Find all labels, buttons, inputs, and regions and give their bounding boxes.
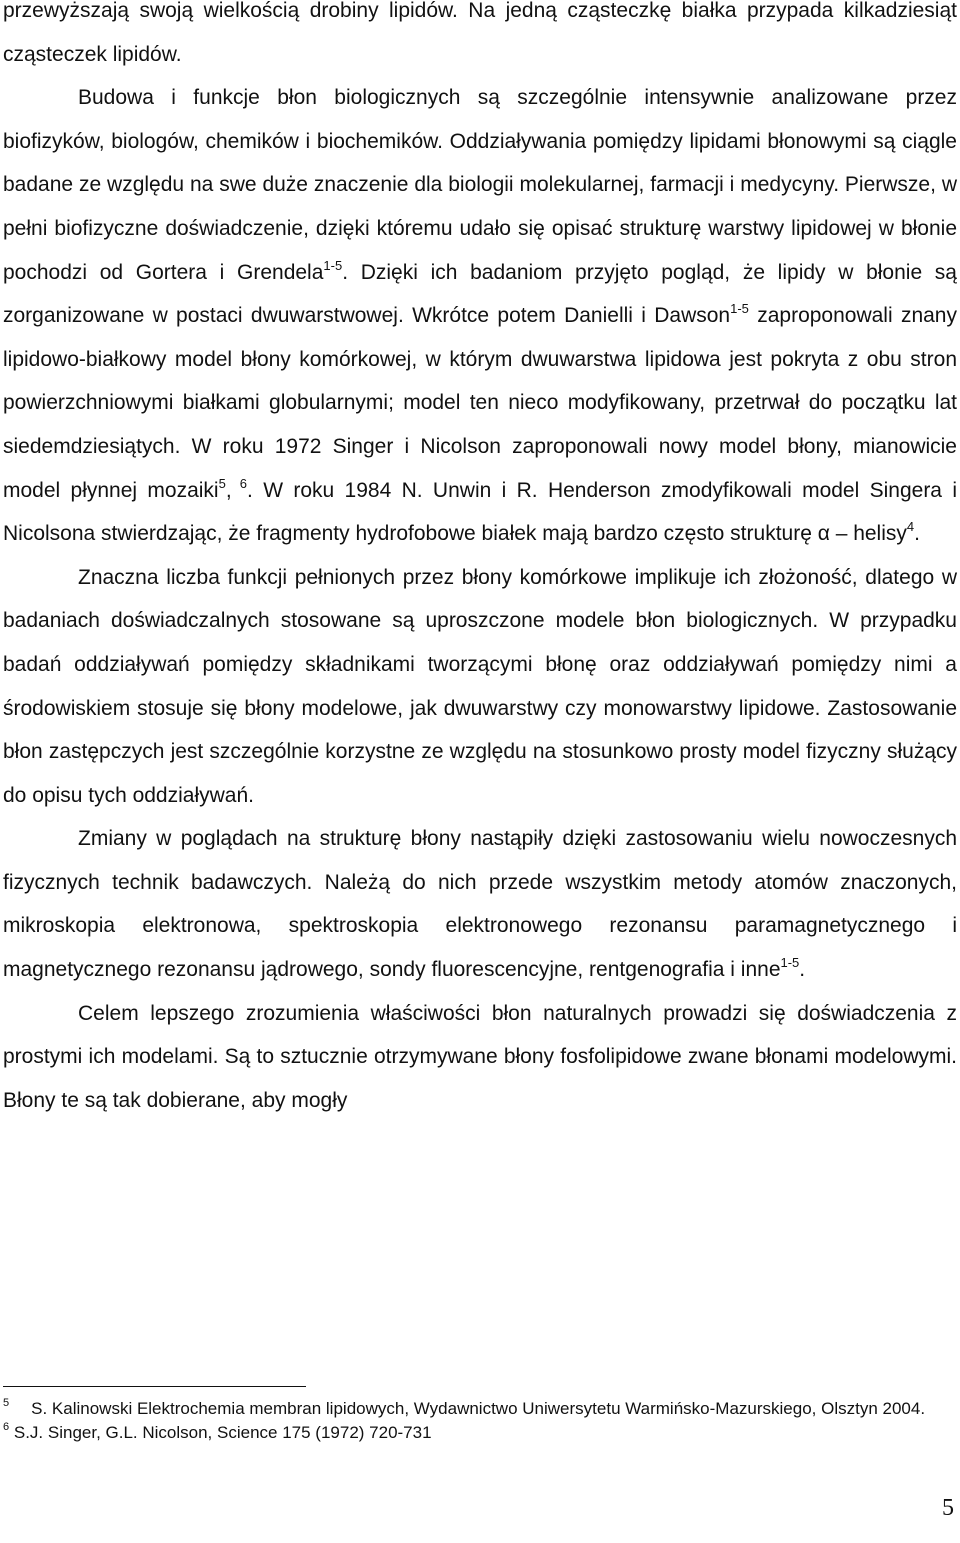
footnote-5 (3, 1397, 957, 1420)
paragraph-text: . W roku 1984 N. Unwin i R. Henderson zmodyfikowali model Singera i Nicolsona stwierdzając, że fragmenty hydrofobowe białek mają bardzo często strukturę α – helisy (3, 478, 957, 546)
paragraph-text: , (225, 478, 232, 502)
paragraph-text: Celem lepszego zrozumienia właściwości błon naturalnych prowadzi się doświadczenia z prostymi ich modelami. Są to sztucznie otrzymywane błony fosfolipidowe zwane błonami modelowymi. Błony te są tak dobierane, aby mogły (3, 1001, 957, 1112)
page-number: 5 (942, 1495, 954, 1521)
paragraph-text: Zmiany w poglądach na strukturę błony nastąpiły dzięki zastosowaniu wielu nowoczesnych fizycznych technik badawczych. Należą do nich przede wszystkim metody atomów znaczonych, mikroskopia elektronowa, spektroskopia elektronowego rezonansu paramagnetycznego i magnetycznego rezonansu jądrowego, sondy fluorescencyjne, rentgenografia i inne (3, 827, 957, 982)
footnote-text: S. Kalinowski Elektrochemia membran lipidowych, Wydawnictwo Uniwersytetu Warmińsko-Mazurskiego, Olsztyn 2004. (31, 1399, 926, 1418)
paragraph-text: Budowa i funkcje błon biologicznych są szczególnie intensywnie analizowane przez biofizyków, biologów, chemików i biochemików. Oddziaływania pomiędzy lipidami błonowymi są ciągle badane ze względu na swe duże znaczenie dla biologii molekularnej, farmacji i medycyny. Pierwsze, w pełni biofizyczne doświadczenie, dzięki któremu udało się opisać strukturę warstwy lipidowej w błonie pochodzi od Gortera i Grendela (3, 86, 957, 284)
body-text (3, 0, 957, 1122)
citation-superscript: 6 (231, 475, 248, 491)
paragraph-text: Znaczna liczba funkcji pełnionych przez błony komórkowe implikuje ich złożoność, dlatego w badaniach doświadczalnych stosowane są uproszczone modele błon biologicznych. W przypadku badań oddziaływań pomiędzy składnikami tworzącymi błonę oraz oddziaływań pomiędzy nimi a środowiskiem stosuje się błony modelowe, jak dwuwarstwy czy monowarstwy lipidowe. Zastosowanie błon zastępczych jest szczególnie korzystne ze względu na stosunkowo prosty model fizyczny służący do opisu tych oddziaływań. (3, 565, 957, 807)
footnote-marker: 5 (3, 1397, 10, 1409)
paragraph-text: przewyższają swoją wielkością drobiny lipidów. Na jedną cząsteczkę białka przypada kilkadziesiąt cząsteczek lipidów. (3, 0, 957, 66)
paragraph (3, 76, 957, 556)
paragraph-text: . (914, 522, 920, 546)
citation-superscript: 4 (906, 519, 915, 535)
paragraph-text: . Dzięki ich badaniom przyjęto pogląd, że lipidy w błonie są zorganizowane w postaci dwuwarstwowej. Wkrótce potem Danielli i Dawson (3, 260, 957, 328)
footnote-separator (3, 1386, 306, 1387)
paragraph-text: . (799, 958, 806, 982)
footnote-text: S.J. Singer, G.L. Nicolson, Science 175 (1972) 720-731 (13, 1423, 432, 1442)
paragraph (3, 556, 957, 818)
citation-superscript: 1-5 (730, 301, 749, 317)
citation-superscript: 5 (218, 475, 226, 491)
paragraph-text: zaproponowali znany lipidowo-białkowy model błony komórkowej, w którym dwuwarstwa lipidowa jest pokryta z obu stron powierzchniowymi białkami globularnymi; model ten nieco modyfikowany, przetrwał do początku lat siedemdziesiątych. W roku 1972 Singer i Nicolson zaproponowali nowy model błony, mianowicie model płynnej mozaiki (3, 304, 957, 502)
paragraph (3, 0, 957, 76)
citation-superscript: 1-5 (780, 955, 800, 971)
citation-superscript: 1-5 (323, 257, 343, 273)
paragraph (3, 992, 957, 1123)
footnote-6 (3, 1421, 957, 1444)
footnote-marker: 6 (3, 1421, 10, 1433)
footnotes (3, 1397, 957, 1445)
paragraph (3, 817, 957, 991)
